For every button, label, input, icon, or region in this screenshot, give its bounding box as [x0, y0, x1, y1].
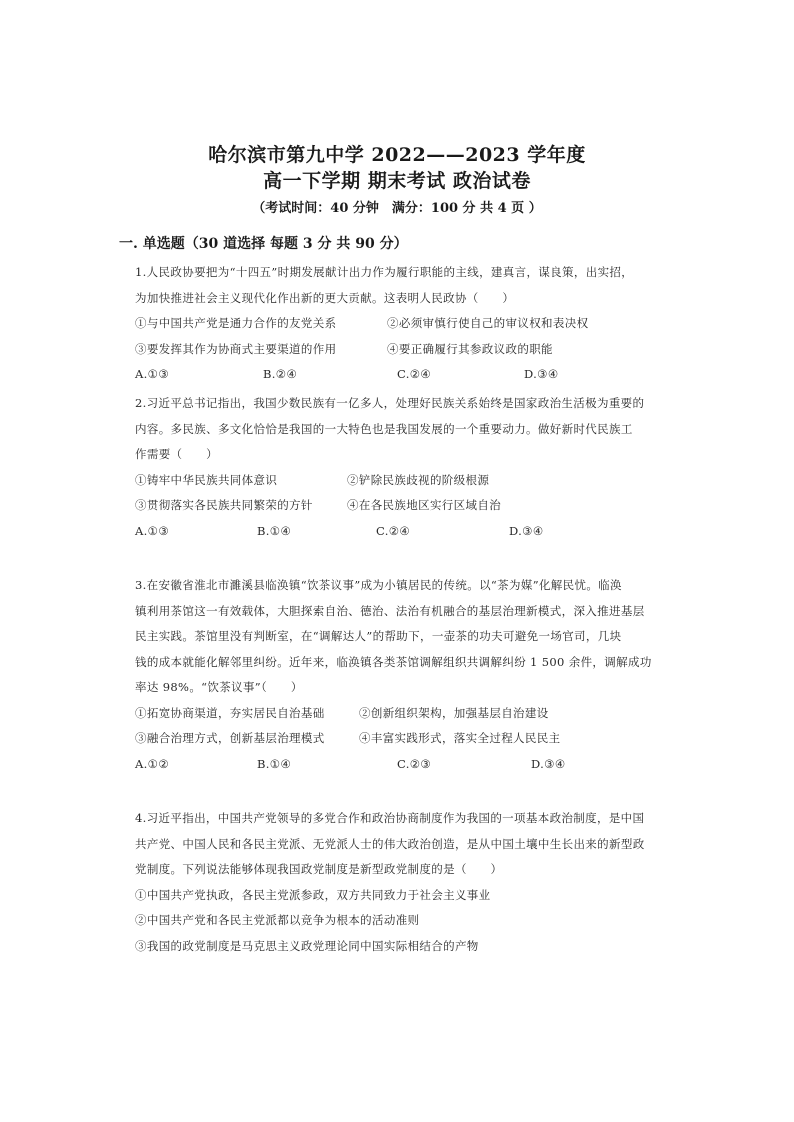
options-row: [135, 752, 670, 778]
option-d[interactable]: D.③④: [509, 523, 544, 538]
question-3: [135, 573, 670, 777]
question-stem-line: 为加快推进社会主义现代化作出新的更大贡献。这表明人民政协（ ）: [135, 290, 515, 305]
question-stem-line: 率达 98%。“饮茶议事”（ ）: [135, 680, 303, 694]
exam-info: （考试时间：40 分钟 满分：100 分 共 4 页 ）: [252, 201, 542, 216]
question-stem-line: 3.在安徽省淮北市濉溪县临涣镇“饮茶议事”成为小镇居民的传统。以“茶为媒”化解民忧。临涣: [135, 578, 622, 592]
options-row: [135, 519, 670, 545]
item: ①拓宽协商渠道，夯实居民自治基础: [135, 705, 325, 720]
exam-subtitle: 高一下学期 期末考试 政治试卷: [263, 170, 531, 192]
question-item: ①中国共产党执政，各民主党派参政，双方共同致力于社会主义事业: [135, 887, 491, 902]
question-stem-line: 钱的成本就能化解邻里纠纷。近年来，临涣镇各类茶馆调解组织共调解纠纷 1 500 余件，调解成功: [135, 654, 652, 669]
item-row: [135, 493, 670, 519]
item: ②创新组织架构，加强基层自治建设: [359, 705, 549, 720]
section-title: 一. 单选题（30 道选择 每题 3 分 共 90 分）: [119, 236, 408, 252]
question-stem-line: 内容。多民族、多文化恰恰是我国的一大特色也是我国发展的一个重要动力。做好新时代民族工: [135, 421, 633, 436]
item: ①与中国共产党是通力合作的友党关系: [135, 316, 337, 330]
question-4: [135, 806, 670, 959]
item: ②必须审慎行使自己的审议权和表决权: [387, 316, 589, 330]
item: ①铸牢中华民族共同体意识: [135, 472, 278, 487]
option-d[interactable]: D.③④: [524, 367, 559, 381]
question-stem-line: 2.习近平总书记指出，我国少数民族有一亿多人，处理好民族关系始终是国家政治生活极为重要的: [135, 396, 645, 410]
question-stem-line: 1.人民政协要把为“十四五”时期发展献计出力作为履行职能的主线，建真言，谋良策，出实招，: [135, 265, 634, 279]
item: ③贯彻落实各民族共同繁荣的方针: [135, 498, 313, 512]
item: ③融合治理方式，创新基层治理模式: [135, 731, 325, 745]
item-row: [135, 311, 670, 337]
item-row: [135, 726, 670, 752]
option-b[interactable]: B.①④: [257, 756, 292, 771]
question-stem-line: 民主实践。茶馆里没有判断室，在“调解达人”的帮助下，一壶茶的功夫可避免一场官司，几块: [135, 629, 622, 643]
option-d[interactable]: D.③④: [531, 756, 566, 771]
options-row: [135, 362, 670, 388]
option-a[interactable]: A.①③: [135, 523, 169, 538]
option-b[interactable]: B.①④: [257, 523, 292, 538]
item: ③要发挥其作为协商式主要渠道的作用: [135, 341, 337, 356]
item-row: [135, 337, 670, 363]
item-row: [135, 701, 670, 727]
exam-title: 哈尔滨市第九中学 2022——2023 学年度: [208, 144, 586, 166]
item-row: [135, 468, 670, 494]
option-a[interactable]: A.①③: [135, 367, 169, 381]
question-stem-line: 镇利用茶馆这一有效载体，大胆探索自治、德治、法治有机融合的基层治理新模式，深入推进基层: [135, 603, 645, 618]
question-stem-line: 4.习近平指出，中国共产党领导的多党合作和政治协商制度作为我国的一项基本政治制度，是中国: [135, 811, 645, 825]
question-stem-line: 共产党、中国人民和各民主党派、无党派人士的伟大政治创造，是从中国土壤中生长出来的新型政: [135, 836, 645, 851]
option-c[interactable]: C.②④: [376, 523, 411, 538]
option-c[interactable]: C.②③: [397, 756, 432, 771]
option-a[interactable]: A.①②: [135, 756, 169, 771]
option-c[interactable]: C.②④: [397, 367, 432, 381]
question-stem-line: 作需要（ ）: [135, 447, 218, 461]
option-b[interactable]: B.②④: [263, 367, 298, 381]
question-item: ③我国的政党制度是马克思主义政党理论同中国实际相结合的产物: [135, 938, 479, 953]
item: ④在各民族地区实行区域自治: [347, 498, 502, 512]
item: ②铲除民族歧视的阶级根源: [347, 472, 490, 487]
question-1: [135, 260, 670, 388]
question-item: ②中国共产党和各民主党派都以竞争为根本的活动准则: [135, 913, 420, 927]
question-2: [135, 391, 670, 544]
item: ④要正确履行其参政议政的职能: [387, 341, 553, 356]
item: ④丰富实践形式，落实全过程人民民主: [359, 731, 561, 745]
question-stem-line: 党制度。下列说法能够体现我国政党制度是新型政党制度的是（ ）: [135, 862, 503, 876]
